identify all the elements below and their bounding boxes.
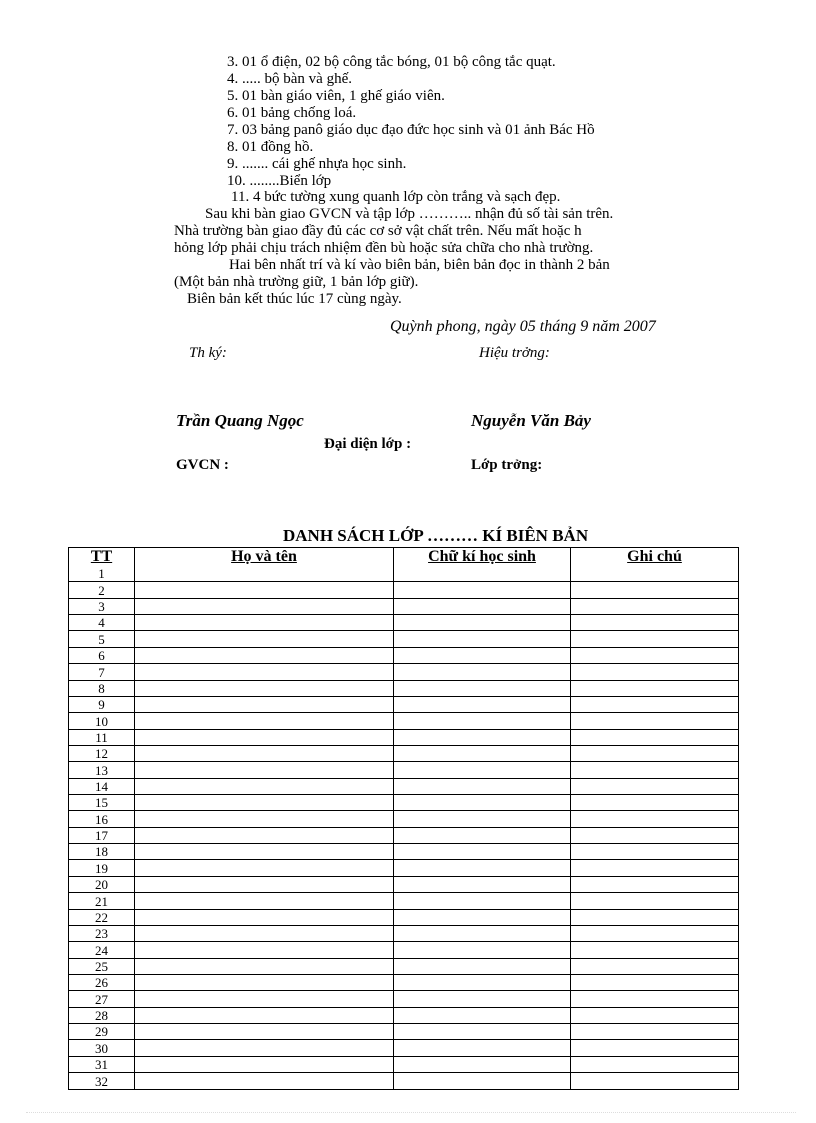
signature-cell	[394, 631, 571, 647]
note-cell	[571, 811, 739, 827]
row-number: 1	[69, 566, 135, 582]
student-name-cell	[135, 958, 394, 974]
table-row	[69, 991, 739, 1007]
paragraph-line-2: Nhà trường bàn giao đầy đủ các cơ sở vật chất trên. Nếu mất hoặc h	[174, 223, 582, 239]
row-number: 6	[69, 647, 135, 663]
row-number: 17	[69, 827, 135, 843]
table-row	[69, 909, 739, 925]
student-name-cell	[135, 991, 394, 1007]
table-row	[69, 778, 739, 794]
list-item-5: 5. 01 bàn giáo viên, 1 ghế giáo viên.	[227, 88, 445, 104]
table-row	[69, 958, 739, 974]
table-row	[69, 680, 739, 696]
row-number: 23	[69, 925, 135, 941]
note-cell	[571, 664, 739, 680]
table-row	[69, 615, 739, 631]
signature-cell	[394, 566, 571, 582]
table-row	[69, 696, 739, 712]
paragraph-line-4: Hai bên nhất trí và kí vào biên bản, biên bản đọc in thành 2 bản	[229, 257, 610, 273]
student-name-cell	[135, 566, 394, 582]
note-cell	[571, 795, 739, 811]
row-number: 19	[69, 860, 135, 876]
signature-cell	[394, 1056, 571, 1072]
student-name-cell	[135, 811, 394, 827]
table-row	[69, 1024, 739, 1040]
student-name-cell	[135, 745, 394, 761]
note-cell	[571, 566, 739, 582]
student-name-cell	[135, 860, 394, 876]
table-row	[69, 664, 739, 680]
note-cell	[571, 696, 739, 712]
row-number: 22	[69, 909, 135, 925]
student-name-cell	[135, 664, 394, 680]
note-cell	[571, 713, 739, 729]
note-cell	[571, 827, 739, 843]
student-name-cell	[135, 827, 394, 843]
signature-cell	[394, 1073, 571, 1089]
student-name-cell	[135, 1007, 394, 1023]
table-row	[69, 876, 739, 892]
list-item-4: 4. ..... bộ bàn và ghế.	[227, 71, 352, 87]
student-name-cell	[135, 598, 394, 614]
secretary-label: Th ký:	[189, 345, 227, 361]
row-number: 21	[69, 893, 135, 909]
row-number: 4	[69, 615, 135, 631]
note-cell	[571, 680, 739, 696]
note-cell	[571, 844, 739, 860]
student-name-cell	[135, 925, 394, 941]
signature-cell	[394, 974, 571, 990]
row-number: 24	[69, 942, 135, 958]
note-cell	[571, 860, 739, 876]
table-row	[69, 647, 739, 663]
principal-name: Nguyễn Văn Bảy	[471, 411, 591, 430]
table-row	[69, 893, 739, 909]
note-cell	[571, 942, 739, 958]
note-cell	[571, 958, 739, 974]
signature-cell	[394, 925, 571, 941]
student-name-cell	[135, 631, 394, 647]
note-cell	[571, 778, 739, 794]
signature-cell	[394, 1024, 571, 1040]
row-number: 16	[69, 811, 135, 827]
table-row	[69, 598, 739, 614]
student-name-cell	[135, 778, 394, 794]
signature-cell	[394, 680, 571, 696]
table-row	[69, 860, 739, 876]
student-name-cell	[135, 713, 394, 729]
student-name-cell	[135, 1024, 394, 1040]
student-name-cell	[135, 844, 394, 860]
table-row	[69, 942, 739, 958]
row-number: 13	[69, 762, 135, 778]
note-cell	[571, 762, 739, 778]
paragraph-line-5: (Một bản nhà trường giữ, 1 bản lớp giữ).	[174, 274, 419, 290]
student-name-cell	[135, 680, 394, 696]
student-name-cell	[135, 909, 394, 925]
table-row	[69, 745, 739, 761]
row-number: 11	[69, 729, 135, 745]
table-row	[69, 974, 739, 990]
row-number: 32	[69, 1073, 135, 1089]
table-row	[69, 729, 739, 745]
header-name: Họ và tên	[135, 548, 394, 567]
note-cell	[571, 647, 739, 663]
paragraph-line-3: hỏng lớp phải chịu trách nhiệm đền bù hoặc sửa chữa cho nhà trường.	[174, 240, 594, 256]
row-number: 20	[69, 876, 135, 892]
paragraph-line-6: Biên bản kết thúc lúc 17 cùng ngày.	[187, 291, 402, 307]
note-cell	[571, 876, 739, 892]
row-number: 3	[69, 598, 135, 614]
list-item-9: 9. ....... cái ghế nhựa học sinh.	[227, 156, 407, 172]
roster-table	[68, 547, 739, 1090]
table-row	[69, 566, 739, 582]
signature-cell	[394, 844, 571, 860]
signature-cell	[394, 958, 571, 974]
signature-cell	[394, 991, 571, 1007]
principal-label: Hiệu trởng:	[479, 345, 550, 361]
note-cell	[571, 631, 739, 647]
table-row	[69, 713, 739, 729]
signature-cell	[394, 745, 571, 761]
note-cell	[571, 974, 739, 990]
table-row	[69, 1040, 739, 1056]
student-name-cell	[135, 876, 394, 892]
signature-cell	[394, 615, 571, 631]
table-row	[69, 1007, 739, 1023]
monitor-label: Lớp trởng:	[471, 457, 543, 473]
note-cell	[571, 909, 739, 925]
header-tt: TT	[69, 548, 135, 567]
row-number: 9	[69, 696, 135, 712]
table-row	[69, 844, 739, 860]
signature-cell	[394, 827, 571, 843]
footer-divider	[26, 1112, 796, 1113]
note-cell	[571, 598, 739, 614]
note-cell	[571, 925, 739, 941]
student-name-cell	[135, 942, 394, 958]
list-item-8: 8. 01 đồng hồ.	[227, 139, 314, 155]
note-cell	[571, 1040, 739, 1056]
table-row	[69, 1073, 739, 1089]
student-name-cell	[135, 974, 394, 990]
row-number: 29	[69, 1024, 135, 1040]
table-row	[69, 631, 739, 647]
student-name-cell	[135, 1073, 394, 1089]
row-number: 10	[69, 713, 135, 729]
student-name-cell	[135, 1040, 394, 1056]
signature-cell	[394, 876, 571, 892]
row-number: 14	[69, 778, 135, 794]
row-number: 8	[69, 680, 135, 696]
student-name-cell	[135, 615, 394, 631]
table-row	[69, 811, 739, 827]
note-cell	[571, 1024, 739, 1040]
note-cell	[571, 1007, 739, 1023]
row-number: 26	[69, 974, 135, 990]
signature-cell	[394, 909, 571, 925]
note-cell	[571, 893, 739, 909]
signature-cell	[394, 713, 571, 729]
signature-cell	[394, 893, 571, 909]
roster-header-row	[69, 548, 739, 567]
note-cell	[571, 745, 739, 761]
table-row	[69, 827, 739, 843]
row-number: 31	[69, 1056, 135, 1072]
list-item-3: 3. 01 ổ điện, 02 bộ công tắc bóng, 01 bộ công tắc quạt.	[227, 54, 556, 70]
signature-cell	[394, 942, 571, 958]
signature-cell	[394, 1040, 571, 1056]
signature-cell	[394, 860, 571, 876]
date-line: Quỳnh phong, ngày 05 tháng 9 năm 2007	[390, 318, 656, 335]
note-cell	[571, 1056, 739, 1072]
signature-cell	[394, 647, 571, 663]
table-row	[69, 1056, 739, 1072]
student-name-cell	[135, 1056, 394, 1072]
table-row	[69, 795, 739, 811]
roster-title: DANH SÁCH LỚP ……… KÍ BIÊN BẢN	[283, 526, 589, 545]
table-row	[69, 925, 739, 941]
header-signature: Chữ kí học sinh	[394, 548, 571, 567]
signature-cell	[394, 795, 571, 811]
signature-cell	[394, 778, 571, 794]
row-number: 7	[69, 664, 135, 680]
note-cell	[571, 582, 739, 598]
paragraph-line-1: Sau khi bàn giao GVCN và tập lớp ……….. nhận đủ số tài sản trên.	[205, 206, 614, 222]
list-item-11: 11. 4 bức tường xung quanh lớp còn trắng và sạch đẹp.	[231, 189, 561, 205]
row-number: 15	[69, 795, 135, 811]
list-item-6: 6. 01 bảng chống loá.	[227, 105, 357, 121]
list-item-7: 7. 03 bảng panô giáo dục đạo đức học sinh và 01 ảnh Bác Hồ	[227, 122, 595, 138]
student-name-cell	[135, 762, 394, 778]
student-name-cell	[135, 647, 394, 663]
header-note: Ghi chú	[571, 548, 739, 567]
signature-cell	[394, 811, 571, 827]
student-name-cell	[135, 729, 394, 745]
note-cell	[571, 729, 739, 745]
row-number: 27	[69, 991, 135, 1007]
table-row	[69, 762, 739, 778]
row-number: 18	[69, 844, 135, 860]
class-rep-label: Đại diện lớp :	[324, 436, 412, 452]
signature-cell	[394, 1007, 571, 1023]
row-number: 2	[69, 582, 135, 598]
signature-cell	[394, 582, 571, 598]
student-name-cell	[135, 582, 394, 598]
signature-cell	[394, 664, 571, 680]
signature-cell	[394, 762, 571, 778]
note-cell	[571, 1073, 739, 1089]
homeroom-label: GVCN :	[176, 457, 229, 473]
note-cell	[571, 991, 739, 1007]
signature-cell	[394, 598, 571, 614]
signature-cell	[394, 729, 571, 745]
row-number: 28	[69, 1007, 135, 1023]
note-cell	[571, 615, 739, 631]
row-number: 5	[69, 631, 135, 647]
signature-cell	[394, 696, 571, 712]
student-name-cell	[135, 795, 394, 811]
row-number: 25	[69, 958, 135, 974]
list-item-10: 10. ........Biển lớp	[227, 173, 332, 189]
student-name-cell	[135, 696, 394, 712]
row-number: 30	[69, 1040, 135, 1056]
secretary-name: Trần Quang Ngọc	[176, 411, 304, 430]
table-row	[69, 582, 739, 598]
row-number: 12	[69, 745, 135, 761]
student-name-cell	[135, 893, 394, 909]
